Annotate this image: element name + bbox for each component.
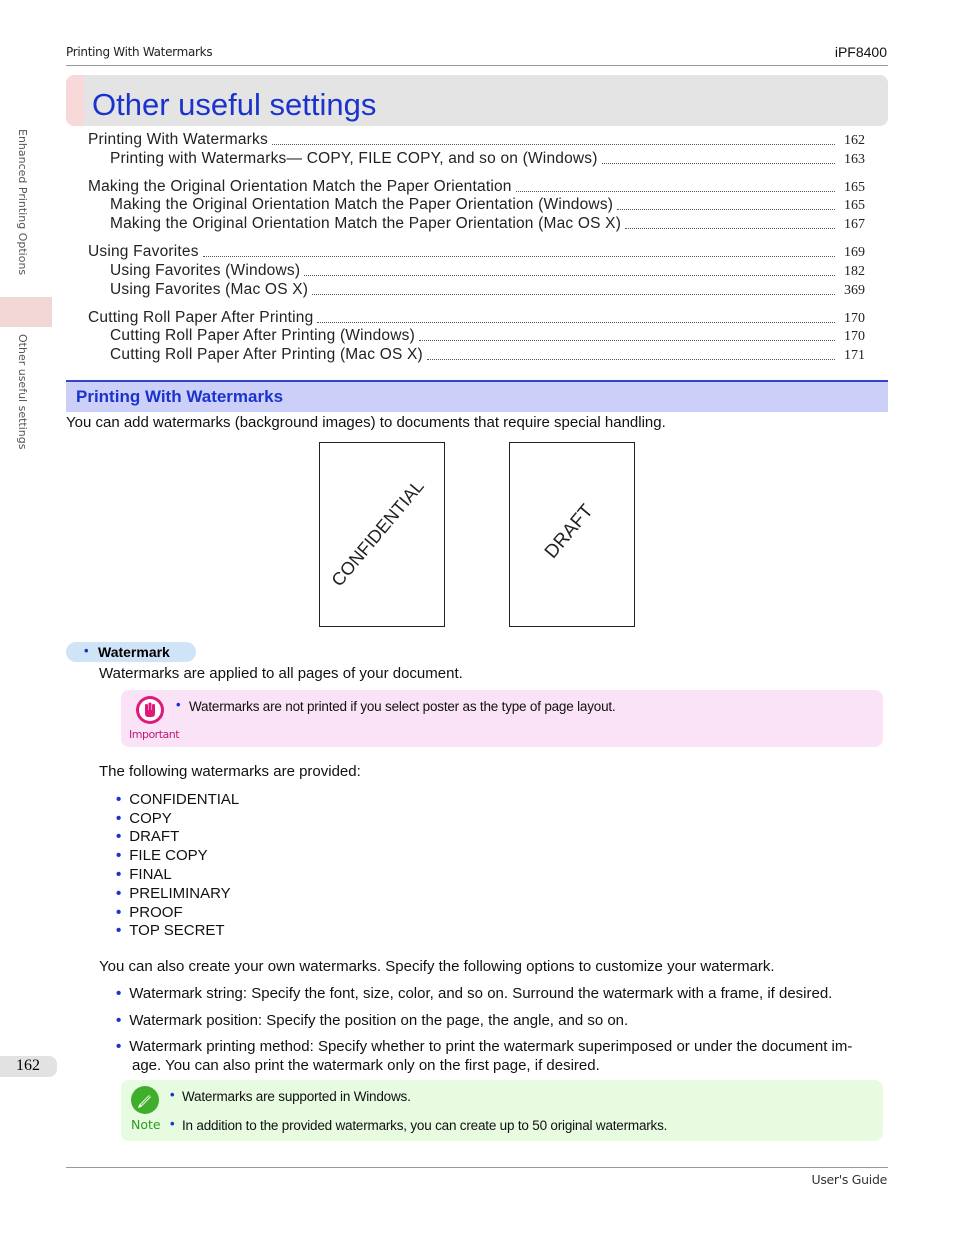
page-number-badge: [0, 1056, 57, 1077]
note-callout: [121, 1080, 883, 1141]
toc-entry-page: 167: [844, 217, 865, 232]
toc-entry-text: Printing with Watermarks— COPY, FILE COPY, and so on (Windows): [110, 150, 598, 167]
note-item: In addition to the provided watermarks, you can create up to 50 original watermarks.: [182, 1118, 668, 1133]
bullet-icon: •: [170, 1087, 175, 1102]
toc-entry[interactable]: [110, 215, 865, 233]
toc-entry-text: Cutting Roll Paper After Printing: [88, 309, 314, 326]
side-tab-marker: [0, 297, 52, 327]
list-item: • Watermark string: Specify the font, size, color, and so on. Surround the watermark with a frame, if desired.: [116, 985, 833, 1002]
toc-entry[interactable]: [110, 346, 865, 364]
list-item: • FINAL: [116, 866, 172, 883]
toc-leader: [203, 256, 835, 257]
toc-entry[interactable]: [110, 281, 865, 299]
note-label: Note: [131, 1117, 161, 1132]
toc-entry[interactable]: [110, 150, 865, 168]
toc-entry-page: 165: [844, 180, 865, 195]
list-item-text: Watermark position: Specify the position on the page, the angle, and so on.: [129, 1012, 629, 1029]
sample-page-draft: [509, 442, 635, 627]
toc-leader: [625, 228, 835, 229]
important-text: Watermarks are not printed if you select poster as the type of page layout.: [189, 699, 616, 714]
list-item: • Watermark position: Specify the position on the page, the angle, and so on.: [116, 1012, 629, 1029]
header-product-name: iPF8400: [834, 44, 887, 60]
list-item: • CONFIDENTIAL: [116, 791, 240, 808]
toc-entry[interactable]: [110, 196, 865, 214]
toc-leader: [272, 144, 835, 145]
list-item-text: PROOF: [129, 904, 183, 921]
list-item-text: FILE COPY: [129, 847, 208, 864]
list-item-text: PRELIMINARY: [129, 885, 231, 902]
toc-entry[interactable]: [110, 327, 865, 345]
header-divider: [66, 65, 888, 66]
side-tab-other-label: Other useful settings: [16, 334, 29, 450]
toc-entry-page: 165: [844, 198, 865, 213]
watermark-description: Watermarks are applied to all pages of your document.: [99, 665, 463, 682]
footer-divider: [66, 1167, 888, 1168]
side-tab-enhanced[interactable]: [0, 125, 52, 290]
header-section-name: Printing With Watermarks: [66, 45, 213, 59]
side-tab-enhanced-label: Enhanced Printing Options: [16, 129, 29, 276]
list-item-text: FINAL: [129, 866, 172, 883]
list-item-text: COPY: [129, 810, 172, 827]
toc-entry-text: Using Favorites: [88, 243, 199, 260]
watermark-label-pill: [66, 642, 196, 662]
toc-leader: [427, 359, 835, 360]
important-label: Important: [129, 728, 180, 741]
bullet-icon: •: [176, 697, 181, 712]
list-item-text: Watermark string: Specify the font, size, color, and so on. Surround the watermark with a frame, if desired.: [129, 985, 833, 1002]
toc-leader: [312, 294, 835, 295]
list-item: • PRELIMINARY: [116, 885, 231, 902]
page-number: 162: [16, 1057, 40, 1074]
toc-entry-page: 162: [844, 133, 865, 148]
toc-entry-page: 163: [844, 152, 865, 167]
toc-entry-text: Making the Original Orientation Match the Paper Orientation (Mac OS X): [110, 215, 622, 232]
bullet-icon: •: [84, 643, 89, 658]
toc-leader: [602, 163, 835, 164]
toc-entry-page: 369: [844, 283, 865, 298]
toc-entry-text: Making the Original Orientation Match the Paper Orientation: [88, 178, 512, 195]
intro-text: You can add watermarks (background images) to documents that require special handling.: [66, 414, 666, 431]
list-item: • DRAFT: [116, 828, 180, 845]
toc-entry-text: Cutting Roll Paper After Printing (Mac OS X): [110, 346, 423, 363]
watermark-label: Watermark: [98, 644, 170, 660]
note-item: Watermarks are supported in Windows.: [182, 1089, 411, 1104]
sample-page-confidential: [319, 442, 445, 627]
watermark-sample-text: CONFIDENTIAL: [327, 476, 428, 591]
list-item-continuation: age. You can also print the watermark only on the first page, if desired.: [132, 1057, 600, 1074]
toc-entry-page: 171: [844, 348, 865, 363]
list-item: • Watermark printing method: Specify whether to print the watermark superimposed or under the document im-: [116, 1038, 853, 1055]
toc-entry-page: 182: [844, 264, 865, 279]
hand-stop-icon: [136, 696, 164, 724]
list-item-text: DRAFT: [129, 828, 180, 845]
list-item: • COPY: [116, 810, 172, 827]
list-item: • PROOF: [116, 904, 183, 921]
title-bar: [66, 75, 888, 126]
important-callout: [121, 690, 883, 747]
pencil-icon: [131, 1086, 159, 1114]
toc-entry-text: Using Favorites (Windows): [110, 262, 301, 279]
section-heading-bar: [66, 380, 888, 412]
toc-entry-page: 169: [844, 245, 865, 260]
toc-entry[interactable]: [88, 131, 865, 149]
toc-entry[interactable]: [88, 178, 865, 196]
toc-entry-text: Making the Original Orientation Match the Paper Orientation (Windows): [110, 196, 614, 213]
watermark-sample-text: DRAFT: [540, 500, 598, 563]
toc-entry-text: Using Favorites (Mac OS X): [110, 281, 309, 298]
toc-entry-page: 170: [844, 311, 865, 326]
list-item: • FILE COPY: [116, 847, 208, 864]
toc-leader: [304, 275, 835, 276]
list-item-text: CONFIDENTIAL: [129, 791, 240, 808]
toc-leader: [317, 322, 835, 323]
toc-leader: [516, 191, 835, 192]
list-item-text: Watermark printing method: Specify whether to print the watermark superimposed or under the document im-: [129, 1038, 853, 1055]
bullet-icon: •: [170, 1116, 175, 1131]
toc-entry[interactable]: [110, 262, 865, 280]
side-tab-other[interactable]: [0, 330, 52, 470]
toc-entry[interactable]: [88, 309, 865, 327]
toc-entry[interactable]: [88, 243, 865, 261]
page-title: Other useful settings: [92, 87, 377, 122]
toc-entry-page: 170: [844, 329, 865, 344]
toc-entry-text: Cutting Roll Paper After Printing (Windows): [110, 327, 415, 344]
footer-guide-name: User's Guide: [811, 1172, 887, 1187]
list-item-text: TOP SECRET: [129, 922, 225, 939]
toc-leader: [617, 209, 835, 210]
toc-entry-text: Printing With Watermarks: [88, 131, 268, 148]
provided-intro: The following watermarks are provided:: [99, 763, 361, 780]
custom-intro: You can also create your own watermarks. Specify the following options to customize your watermark.: [99, 958, 775, 975]
list-item: • TOP SECRET: [116, 922, 225, 939]
section-heading: Printing With Watermarks: [76, 387, 284, 406]
toc-leader: [419, 340, 835, 341]
